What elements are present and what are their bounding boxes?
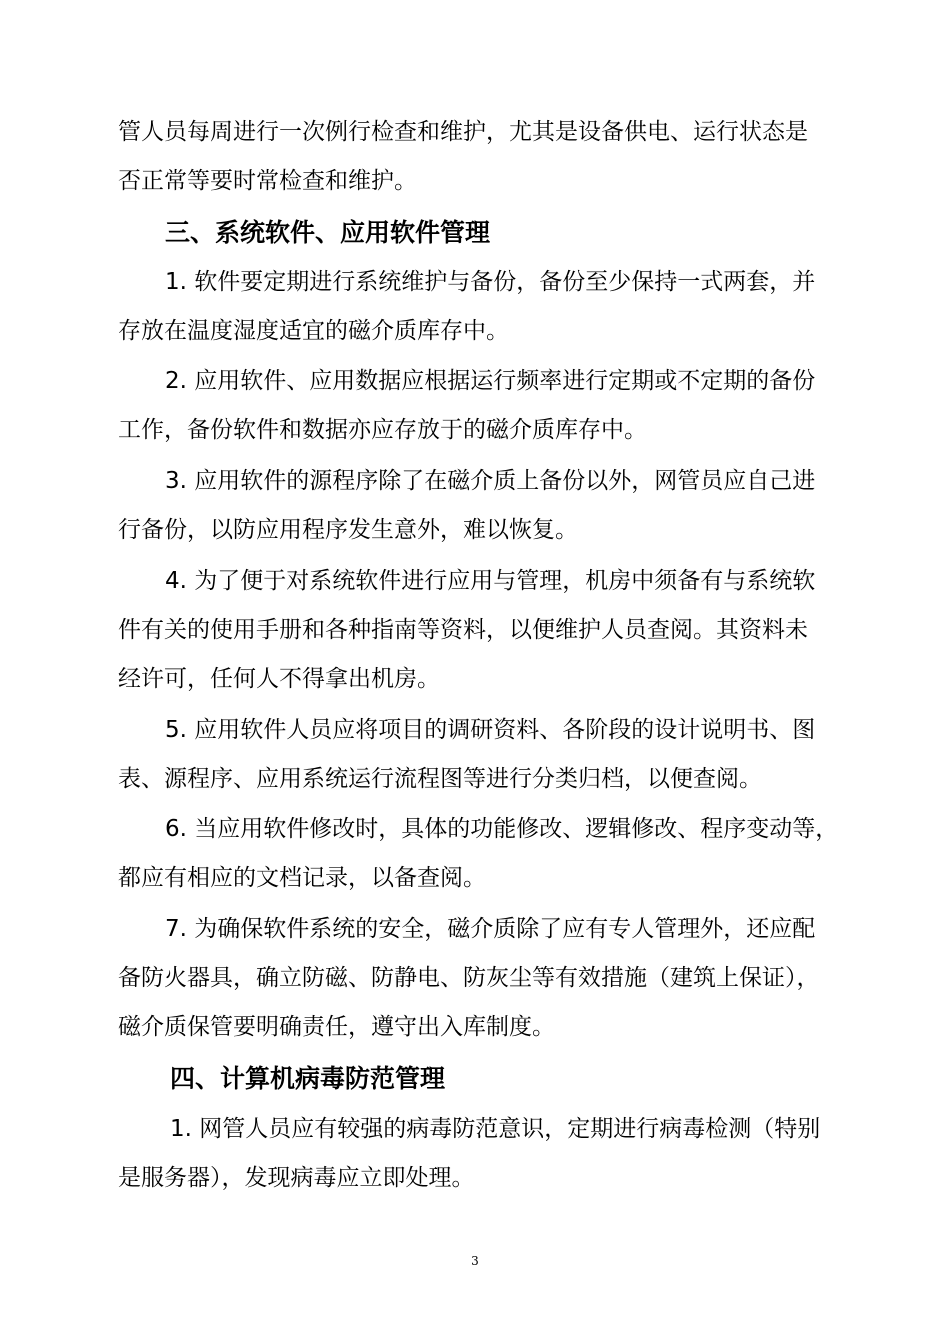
paragraph-line: 存放在温度湿度适宜的磁介质库存中。	[118, 318, 509, 344]
paragraph-line: 4. 为了便于对系统软件进行应用与管理，机房中须备有与系统软	[165, 568, 816, 594]
section-heading-3: 三、系统软件、应用软件管理	[165, 218, 491, 247]
paragraph-line: 1. 软件要定期进行系统维护与备份，备份至少保持一式两套，并	[165, 269, 816, 295]
paragraph-line: 表、源程序、应用系统运行流程图等进行分类归档，以便查阅。	[118, 766, 762, 792]
paragraph-line: 3. 应用软件的源程序除了在磁介质上备份以外，网管员应自己进	[165, 468, 816, 494]
section3-item-1	[118, 258, 833, 356]
paragraph-line: 是服务器），发现病毒应立即处理。	[118, 1165, 475, 1191]
paragraph-line: 2. 应用软件、应用数据应根据运行频率进行定期或不定期的备份	[165, 368, 816, 394]
section3-item-5	[118, 706, 833, 804]
section-heading-4: 四、计算机病毒防范管理	[170, 1064, 446, 1093]
paragraph-line: 否正常等要时常检查和维护。	[118, 168, 417, 194]
paragraph-line: 行备份，以防应用程序发生意外，难以恢复。	[118, 517, 578, 543]
paragraph-line: 经许可，任何人不得拿出机房。	[118, 666, 440, 692]
paragraph-line: 都应有相应的文档记录，以备查阅。	[118, 865, 486, 891]
paragraph-line: 5. 应用软件人员应将项目的调研资料、各阶段的设计说明书、图	[165, 717, 816, 743]
paragraph-line: 1. 网管人员应有较强的病毒防范意识，定期进行病毒检测（特别	[170, 1116, 821, 1142]
paragraph-line: 7. 为确保软件系统的安全，磁介质除了应有专人管理外，还应配	[165, 916, 816, 942]
intro-paragraph	[118, 108, 833, 206]
page-number: 3	[471, 1254, 479, 1268]
paragraph-line: 件有关的使用手册和各种指南等资料，以便维护人员查阅。其资料未	[118, 617, 808, 643]
section3-item-6	[118, 805, 839, 903]
paragraph-line: 6. 当应用软件修改时，具体的功能修改、逻辑修改、程序变动等，	[165, 816, 839, 842]
paragraph-line: 磁介质保管要明确责任，遵守出入库制度。	[118, 1014, 555, 1040]
section4-item-1	[118, 1105, 833, 1203]
paragraph-line: 备防火器具，确立防磁、防静电、防灰尘等有效措施（建筑上保证），	[118, 965, 820, 991]
section3-item-4	[118, 557, 833, 704]
paragraph-line: 工作，备份软件和数据亦应存放于的磁介质库存中。	[118, 417, 647, 443]
section3-item-2	[118, 357, 833, 455]
section3-item-7	[118, 905, 833, 1052]
paragraph-line: 管人员每周进行一次例行检查和维护，尤其是设备供电、运行状态是	[118, 119, 808, 145]
section3-item-3	[118, 457, 833, 555]
